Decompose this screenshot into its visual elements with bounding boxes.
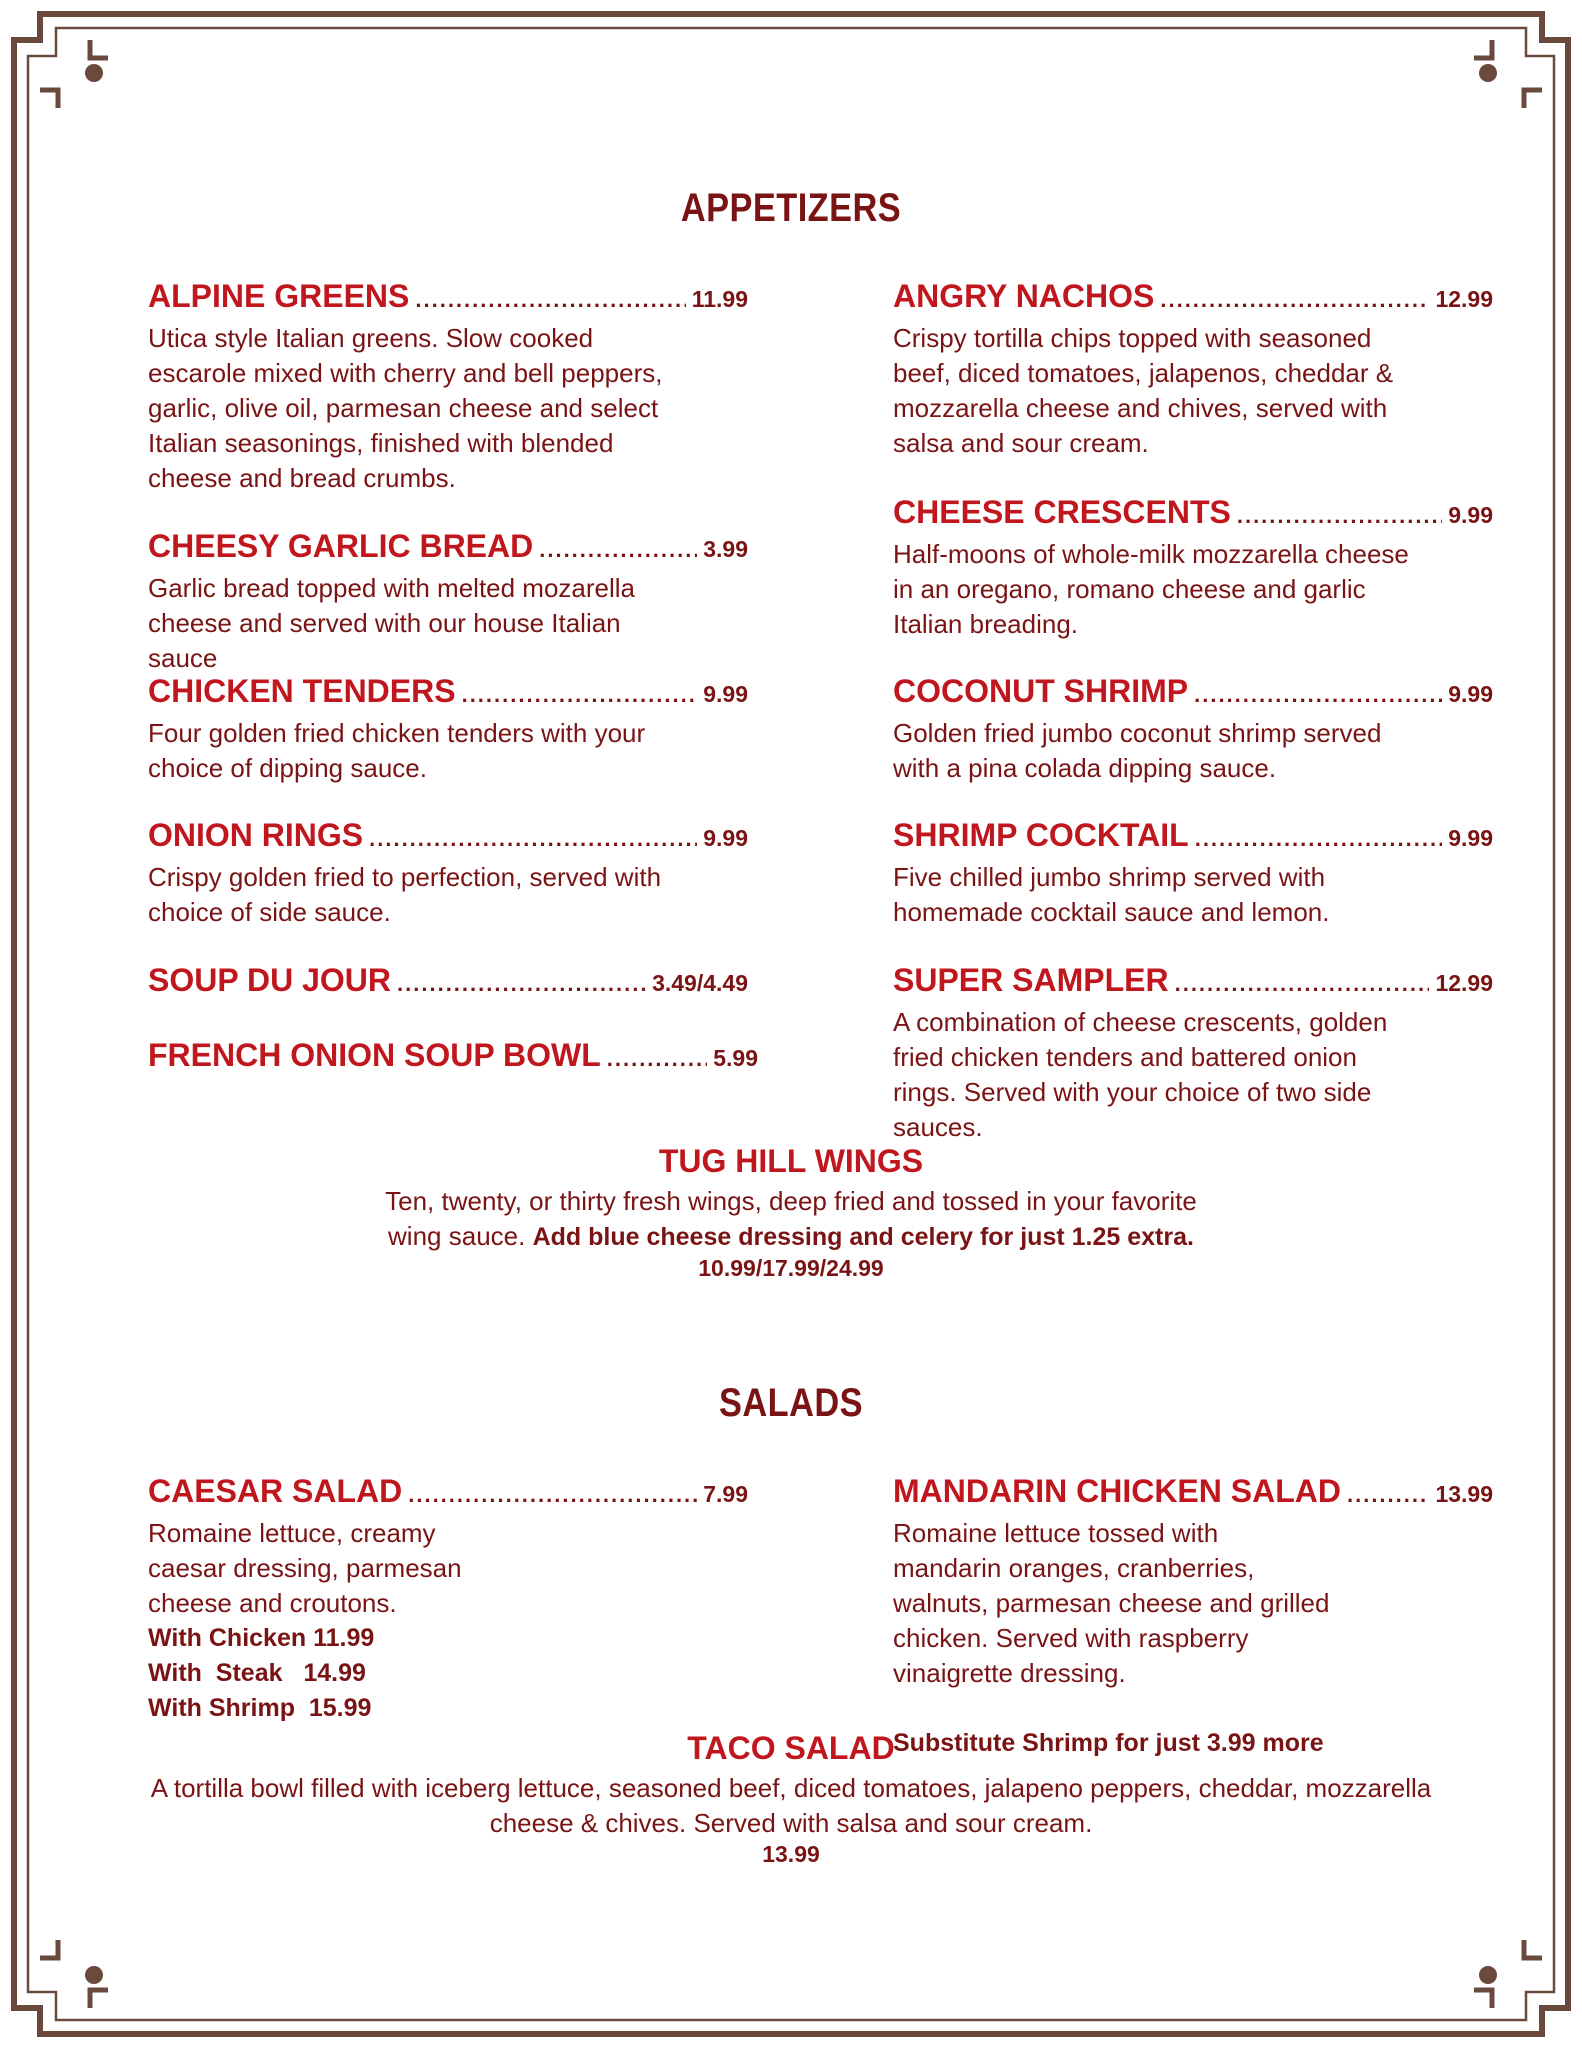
leader-dots xyxy=(1347,1482,1429,1508)
caesar-option-shrimp: With Shrimp 15.99 xyxy=(148,1694,372,1722)
item-price: 3.49/4.49 xyxy=(652,970,748,996)
menu-item-tug-hill-wings xyxy=(0,1143,1582,1282)
item-description: Five chilled jumbo shrimp served with homemade cocktail sauce and lemon. xyxy=(893,862,1330,927)
wings-description: Ten, twenty, or thirty fresh wings, deep fried and tossed in your favorite wing sauce. xyxy=(385,1186,1197,1251)
leader-dots xyxy=(415,287,685,313)
menu-item-cheesy-garlic-bread xyxy=(148,528,748,676)
item-description: A tortilla bowl filled with iceberg lettuce, seasoned beef, diced tomatoes, jalapeno peppers, cheddar, mozzarella cheese & chives. Served with salsa and sour cream. xyxy=(150,1773,1432,1838)
item-name: SHRIMP COCKTAIL xyxy=(893,817,1189,853)
menu-item-mandarin-chicken-salad xyxy=(893,1473,1493,1761)
item-description: Crispy tortilla chips topped with seasoned beef, diced tomatoes, jalapenos, cheddar & mozzarella cheese and chives, served with salsa and sour cream. xyxy=(893,323,1394,458)
section-title-salads: SALADS xyxy=(718,1381,863,1425)
item-price: 7.99 xyxy=(703,1481,748,1507)
item-description: Half-moons of whole-milk mozzarella cheese in an oregano, romano cheese and garlic Italian breading. xyxy=(893,539,1409,639)
leader-dots xyxy=(1160,287,1429,313)
leader-dots xyxy=(1175,971,1430,997)
caesar-option-chicken: With Chicken 11.99 xyxy=(148,1624,375,1652)
item-price: 9.99 xyxy=(703,825,748,851)
leader-dots xyxy=(462,682,698,708)
menu-item-chicken-tenders xyxy=(148,673,748,786)
item-price: 12.99 xyxy=(1435,970,1493,996)
menu-item-soup-du-jour xyxy=(148,962,748,999)
item-description: A combination of cheese crescents, golden fried chicken tenders and battered onion rings. Served with your choice of two side sauces. xyxy=(893,1007,1388,1142)
caesar-option-steak: With Steak 14.99 xyxy=(148,1659,366,1687)
item-price: 13.99 xyxy=(762,1841,820,1867)
item-name: ONION RINGS xyxy=(148,817,364,853)
mandarin-substitute-note: Substitute Shrimp for just 3.99 more xyxy=(893,1729,1324,1757)
item-name: COCONUT SHRIMP xyxy=(893,673,1189,709)
leader-dots xyxy=(539,537,697,563)
item-description: Romaine lettuce, creamy caesar dressing, parmesan cheese and croutons. xyxy=(148,1518,462,1618)
item-price: 10.99/17.99/24.99 xyxy=(698,1255,884,1281)
section-title-appetizers: APPETIZERS xyxy=(680,186,902,230)
leader-dots xyxy=(397,971,646,997)
wings-extra-note: Add blue cheese dressing and celery for just 1.25 extra. xyxy=(532,1223,1194,1251)
item-price: 3.99 xyxy=(703,536,748,562)
item-price: 12.99 xyxy=(1435,286,1493,312)
item-description: Garlic bread topped with melted mozarella cheese and served with our house Italian sauce xyxy=(148,573,636,673)
item-name: TUG HILL WINGS xyxy=(658,1143,924,1179)
item-name: ANGRY NACHOS xyxy=(893,278,1155,314)
menu-item-onion-rings xyxy=(148,817,748,930)
leader-dots xyxy=(1237,503,1442,529)
leader-dots xyxy=(369,826,697,852)
item-description: Four golden fried chicken tenders with your choice of dipping sauce. xyxy=(148,718,646,783)
leader-dots xyxy=(408,1482,697,1508)
item-name: ALPINE GREENS xyxy=(148,278,410,314)
item-name: CHEESY GARLIC BREAD xyxy=(148,528,534,564)
menu-item-caesar-salad xyxy=(148,1473,748,1726)
item-name: CAESAR SALAD xyxy=(148,1473,403,1509)
item-description: Crispy golden fried to perfection, served with choice of side sauce. xyxy=(148,862,662,927)
menu-item-taco-salad xyxy=(0,1730,1582,1868)
leader-dots xyxy=(1194,682,1442,708)
item-name: TACO SALAD xyxy=(687,1730,895,1766)
item-description xyxy=(381,1184,1201,1255)
menu-item-super-sampler xyxy=(893,962,1493,1145)
item-price: 5.99 xyxy=(713,1045,758,1071)
menu-item-alpine-greens xyxy=(148,278,748,496)
item-price: 9.99 xyxy=(1448,502,1493,528)
item-price: 9.99 xyxy=(1448,681,1493,707)
menu-item-coconut-shrimp xyxy=(893,673,1493,786)
item-price: 9.99 xyxy=(703,681,748,707)
item-name: CHEESE CRESCENTS xyxy=(893,494,1231,530)
item-name: CHICKEN TENDERS xyxy=(148,673,456,709)
item-price: 9.99 xyxy=(1448,825,1493,851)
item-name: FRENCH ONION SOUP BOWL xyxy=(148,1037,601,1073)
item-description: Romaine lettuce tossed with mandarin oranges, cranberries, walnuts, parmesan cheese and grilled chicken. Served with raspberry vinaigrette dressing. xyxy=(893,1518,1330,1688)
menu-item-shrimp-cocktail xyxy=(893,817,1493,930)
item-description: Golden fried jumbo coconut shrimp served with a pina colada dipping sauce. xyxy=(893,718,1382,783)
item-price: 11.99 xyxy=(691,286,748,312)
leader-dots xyxy=(607,1046,707,1072)
menu-item-angry-nachos xyxy=(893,278,1493,461)
menu-item-cheese-crescents xyxy=(893,494,1493,642)
item-name: SUPER SAMPLER xyxy=(893,962,1169,998)
leader-dots xyxy=(1195,826,1443,852)
item-description: Utica style Italian greens. Slow cooked escarole mixed with cherry and bell peppers, garlic, olive oil, parmesan cheese and select Italian seasonings, finished with blended cheese and bread crumbs. xyxy=(148,323,663,493)
item-price: 13.99 xyxy=(1435,1481,1493,1507)
item-name: SOUP DU JOUR xyxy=(148,962,392,998)
item-name: MANDARIN CHICKEN SALAD xyxy=(893,1473,1341,1509)
menu-item-french-onion-soup-bowl xyxy=(148,1037,758,1074)
